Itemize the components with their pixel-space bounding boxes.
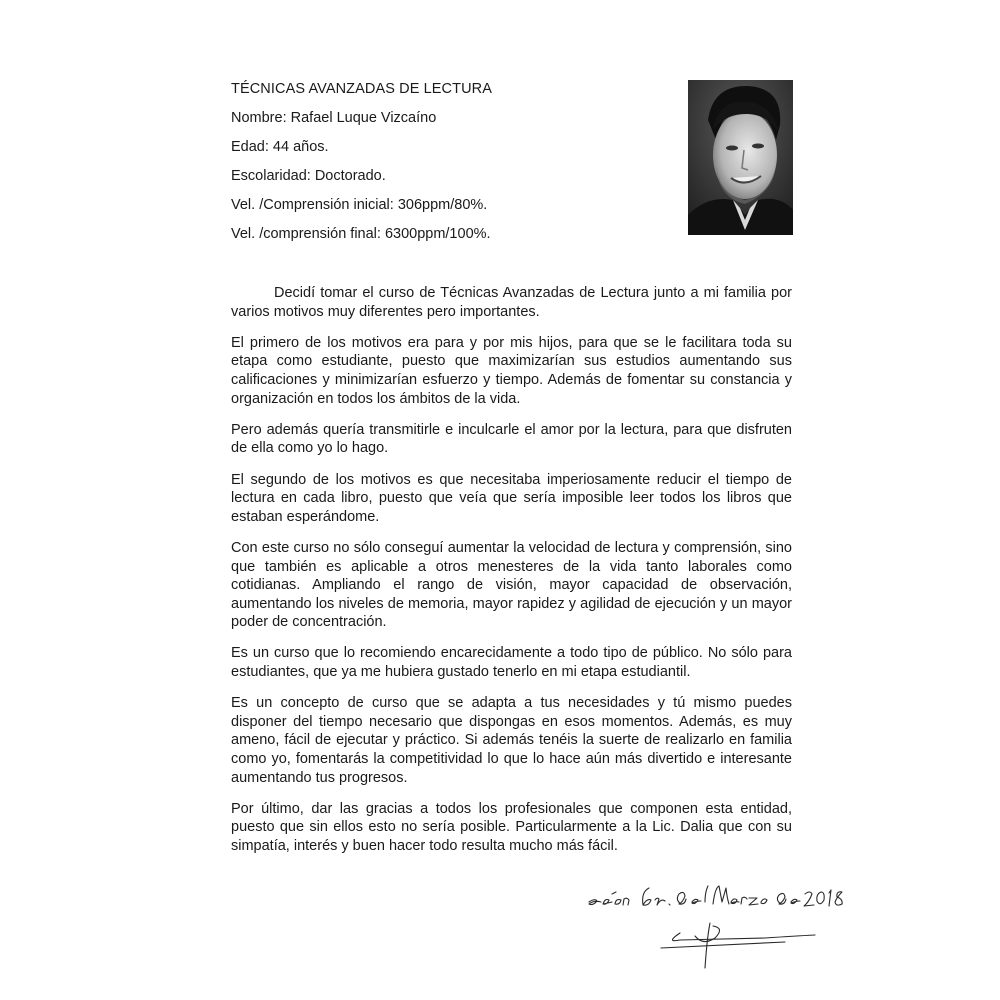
paragraph: Es un concepto de curso que se adapta a tus necesidades y tú mismo puedes disponer del tiempo necesario que dispongas en esos momentos. Además, es muy ameno, fácil de ejecutar y práctico. Si además tenéis la suerte de realizarlo en familia como yo, fomentarás la competitividad lo que lo hace aún más divertido e interesante aumentando tus progresos. [231, 695, 792, 786]
paragraph: El segundo de los motivos es que necesitaba imperiosamente reducir el tiempo de lectura en cada libro, puesto que veía que sería imposible leer todos los libros que estaban esperándome. [231, 471, 792, 525]
portrait-image [688, 80, 793, 235]
paragraph: El primero de los motivos era para y por mis hijos, para que se le facilitara toda su etapa como estudiante, puesto que maximizarían sus estudios aumentando sus calificaciones y minimizarían esfuerzo y tiempo. Además de fomentar su constancia y organización en todos los ámbitos de la vida. [231, 334, 792, 407]
paragraph: Por último, dar las gracias a todos los profesionales que componen esta entidad, puesto que sin ellos esto no sería posible. Particularmente a la Lic. Dalia que con su simpatía, interés y buen hacer todo resulta mucho más fácil. [231, 800, 792, 854]
velocidad-final-field: Vel. /comprensión final: 6300ppm/100%. [231, 226, 491, 242]
profile-photo [688, 80, 793, 235]
document-header [231, 78, 671, 252]
escolaridad-field: Escolaridad: Doctorado. [231, 168, 386, 184]
handwritten-signature [585, 878, 875, 978]
paragraph: Pero además quería transmitirle e inculcarle el amor por la lectura, para que disfruten de ella como yo lo hago. [231, 421, 792, 457]
document-title: TÉCNICAS AVANZADAS DE LECTURA [231, 81, 492, 97]
paragraph: Decidí tomar el curso de Técnicas Avanzadas de Lectura junto a mi familia por varios motivos muy diferentes pero importantes. [231, 285, 792, 320]
velocidad-inicial-field: Vel. /Comprensión inicial: 306ppm/80%. [231, 197, 488, 213]
letter-body [231, 284, 792, 868]
paragraph: Es un curso que lo recomiendo encarecidamente a todo tipo de público. No sólo para estudiantes, que ya me hubiera gustado tenerlo en mi etapa estudiantil. [231, 645, 792, 681]
signature-drawing [585, 878, 875, 978]
paragraph: Con este curso no sólo conseguí aumentar la velocidad de lectura y comprensión, sino que también es aplicable a otros menesteres de la vida tanto laborales como cotidianas. Ampliando el rango de visión, mayor capacidad de observación, aumentando los niveles de memoria, mayor rapidez y agilidad de ejecución y un mayor poder de concentración. [231, 539, 792, 631]
nombre-field: Nombre: Rafael Luque Vizcaíno [231, 110, 437, 126]
edad-field: Edad: 44 años. [231, 139, 329, 155]
